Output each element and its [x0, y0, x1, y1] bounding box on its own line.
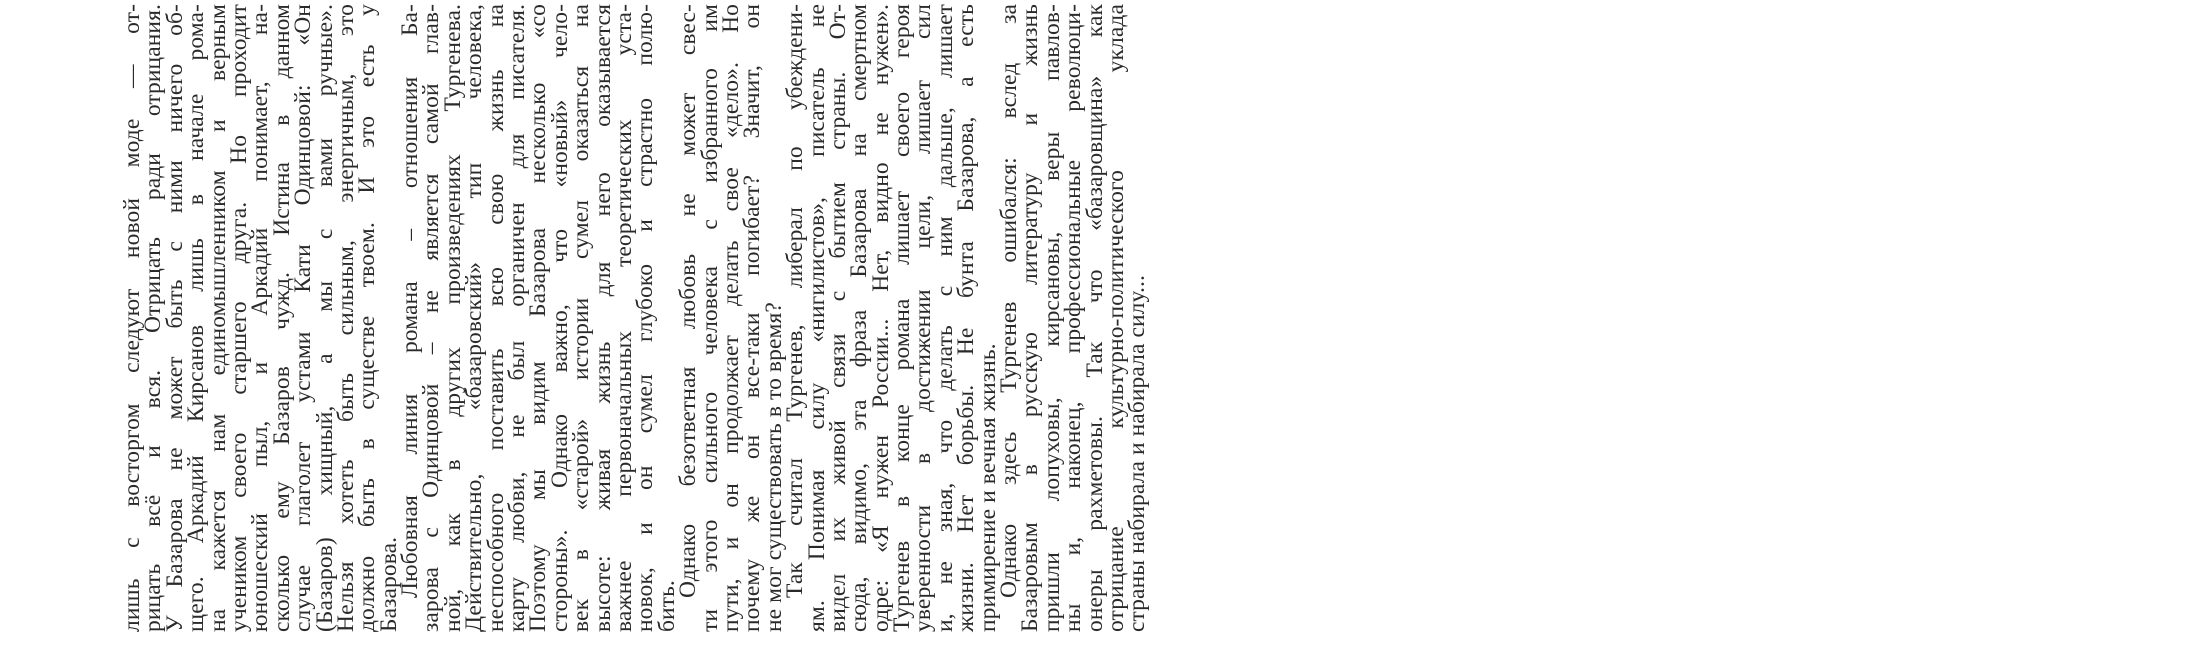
text-line: ям. Понимая силу «нигилистов», писатель не — [803, 4, 830, 632]
text-line: Тургенев в конце романа лишает своего героя — [889, 4, 916, 632]
text-line: учеником своего старшего друга. Но проходит — [225, 4, 252, 632]
text-line: одре: «Я нужен России... Нет, видно не нужен». — [867, 4, 894, 632]
text-line: лишь с восторгом следуют новой моде — от- — [119, 4, 145, 632]
text-line: юношеский пыл, и Аркадий понимает, на- — [247, 4, 274, 632]
text-line: стороны». Однако важно, что «новый» чело- — [546, 4, 573, 632]
text-line: случае глаголет устами Кати Одинцовой: «Он — [290, 4, 317, 632]
text-line: Однако здесь Тургенев ошибался: вслед за — [996, 4, 1023, 598]
text-line: бить. — [653, 580, 680, 632]
text-line: высоте: живая жизнь для него оказывается — [589, 4, 616, 632]
text-line: уверенности в достижении цели, лишает сил — [910, 4, 937, 632]
text-line: неспособного поставить всю свою жизнь на — [482, 4, 509, 632]
text-line: Однако безответная любовь не может свес- — [675, 4, 702, 598]
text-line: Поэтому мы видим Базарова несколько «со — [525, 4, 552, 632]
text-line: примирение и вечная жизнь. — [974, 343, 1001, 632]
text-line: онеры рахметовы. Так что «базаровщина» как — [1081, 4, 1108, 632]
text-line: почему же он все-таки погибает? Значит, он — [739, 4, 766, 632]
text-line: видел их живой связи с бытием страны. От- — [824, 4, 851, 632]
text-line: Любовная линия романа – отношения Ба- — [397, 4, 424, 598]
text-line: карту любви, не был органичен для писателя. — [504, 4, 531, 632]
text-line: ти этого сильного человека с избранного им — [696, 4, 723, 632]
text-line: новок, и он сумел глубоко и страстно полю- — [632, 4, 659, 632]
text-line: Так считал Тургенев, либерал по убеждени- — [782, 4, 809, 598]
text-line: зарова с Одинцовой – не является самой глав- — [418, 4, 445, 632]
text-line: жизни. Нет борьбы. Не бунта Базарова, а есть — [953, 4, 980, 632]
text-line: отрицание культурно-политического уклада — [1102, 4, 1129, 632]
text-line: и, не зная, что делать с ним дальше, лишает — [931, 4, 958, 632]
text-line: сюда, видимо, эта фраза Базарова на смертном — [846, 4, 873, 632]
text-line: У Базарова не может быть с ними ничего об- — [161, 4, 188, 632]
text-line: век в «старой» истории сумел оказаться на — [568, 4, 595, 632]
text-line: Нельзя хотеть быть сильным, энергичным, это — [332, 4, 359, 632]
text-line: Базарова. — [375, 536, 402, 632]
text-line: пришли лопуховы, кирсановы, веры павлов- — [1038, 4, 1065, 632]
text-line: пути, и он продолжает делать свое «дело». Но — [717, 4, 744, 632]
text-line: щего. Аркадий Кирсанов лишь в начале рома- — [183, 4, 210, 632]
text-line: важнее первоначальных теоретических уста- — [610, 4, 637, 632]
text-line: ной, как в других произведениях Тургенева. — [439, 4, 466, 632]
rotated-text-block — [119, 4, 1151, 632]
text-line: (Базаров) хищный, а мы с вами ручные». — [311, 4, 338, 632]
text-line: Действительно, «базаровский» тип человека, — [461, 4, 488, 632]
text-line: Базаровым в русскую литературу и жизнь — [1017, 4, 1044, 632]
text-line: ны и, наконец, профессиональные революци- — [1060, 4, 1087, 632]
text-line: сколько ему Базаров чужд. Истина в данном — [268, 4, 295, 632]
text-line: должно быть в существе твоем. И это есть у — [354, 4, 381, 632]
text-line: не мог существовать в то время? — [760, 302, 787, 632]
text-line: на кажется нам единомышленником и верным — [204, 4, 231, 632]
text-line: страны набирала и набирала силу... — [1124, 275, 1151, 632]
text-line: рицать всё и вся. Отрицать ради отрицания. — [140, 4, 167, 632]
